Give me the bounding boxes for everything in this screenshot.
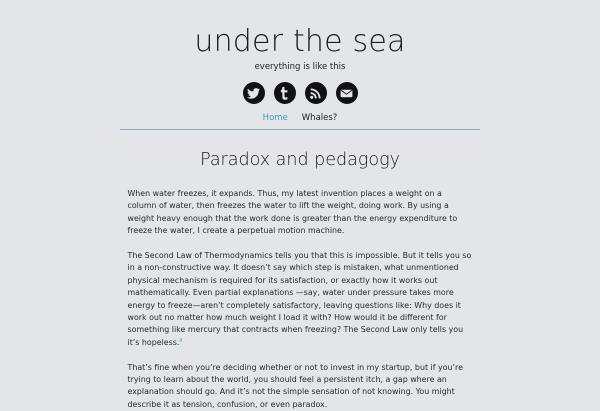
main-nav	[120, 113, 480, 130]
social-links	[0, 82, 600, 104]
site-tagline: everything is like this	[254, 62, 346, 72]
paragraph-text: The Second Law of Thermodynamics tells you that this is impossible. But it tells you so in a non-constructive way. It doesn’t say which step is mistaken, what unmentioned physical mechanism is required for its satisfaction, or exactly how it works out mathematically. Even partial explanations —say, water under pressure takes more energy to freeze—aren’t completely satisfactory, leaving questions like: Why does it work out no matter how much weight I load it with? How would it be different for something like mercury that contracts when freezing? The Second Law only tells you it’s hopeless.	[127, 251, 472, 347]
nav-home[interactable]: Home	[262, 113, 288, 123]
footnote-link[interactable]: a	[179, 337, 183, 344]
paragraph: That’s fine when you’re deciding whether or not to invest in my startup, but if you’re trying to learn about the world, you should feel a persistent itch, a gap where an explanation should go. And it’s not the simple sensation of not knowing. You might describe it as tension, confusion, or even paradox.	[127, 362, 463, 409]
twitter-icon[interactable]	[243, 82, 265, 104]
paragraph	[128, 250, 473, 349]
site-header	[0, 0, 600, 130]
tumblr-icon[interactable]	[274, 82, 296, 104]
nav-whales[interactable]: Whales?	[301, 113, 338, 123]
rss-icon[interactable]	[305, 82, 327, 104]
post-content	[128, 188, 473, 411]
post-title: Paradox and pedagogy	[200, 150, 400, 170]
email-icon[interactable]	[336, 82, 358, 104]
site-title[interactable]: under the sea	[194, 24, 406, 59]
paragraph: When water freezes, it expands. Thus, my latest invention places a weight on a column of water, then freezes the water to lift the weight, doing work. By using a weight heavy enough that the work done is greater than the energy expenditure to freeze the water, I create a perpetual motion machine.	[127, 189, 458, 236]
